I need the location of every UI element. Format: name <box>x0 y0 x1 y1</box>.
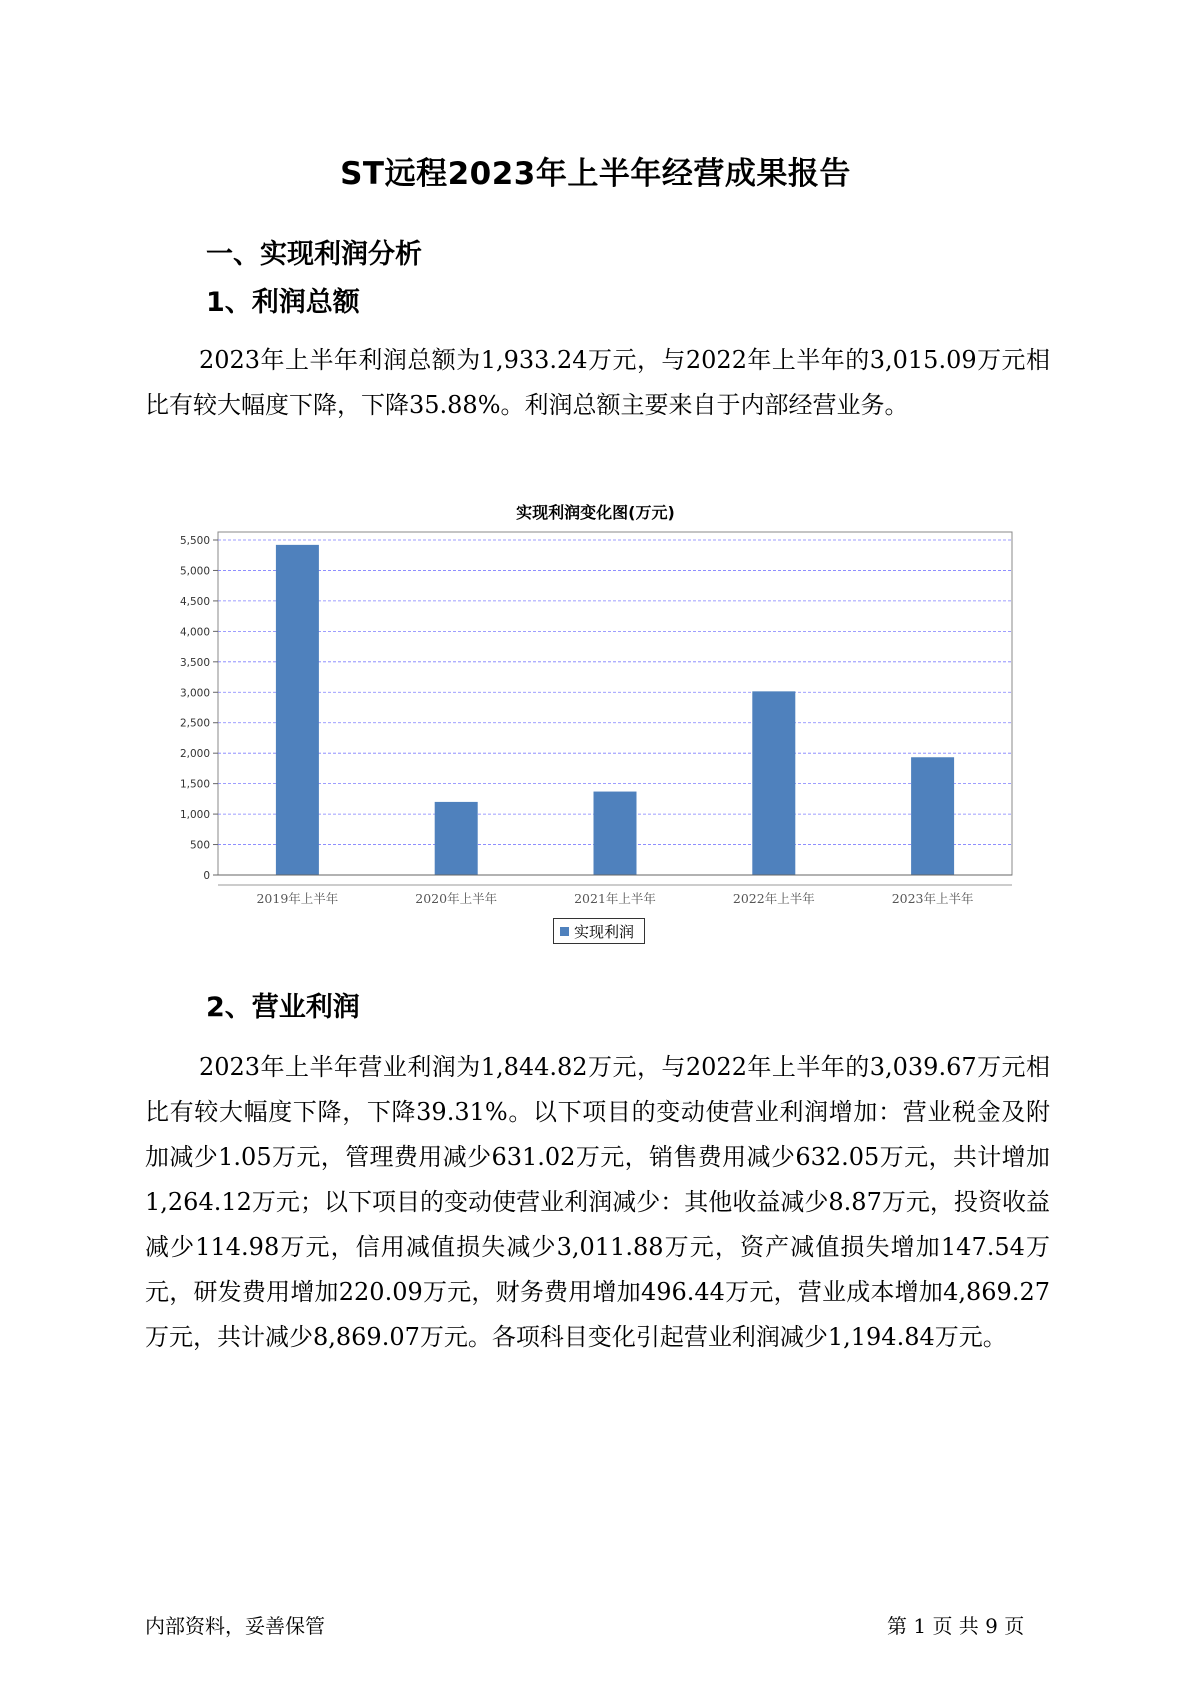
legend-label: 实现利润 <box>574 922 635 941</box>
paragraph-total-profit: 2023年上半年利润总额为1,933.24万元，与2022年上半年的3,015.09万元相比有较大幅度下降，下降35.88%。利润总额主要来自于内部经营业务。 <box>145 346 1050 419</box>
profit-bar-chart <box>0 530 1191 920</box>
x-tick-label: 2022年上半年 <box>732 891 815 906</box>
y-tick-label: 4,500 <box>179 595 210 608</box>
x-tick-label: 2020年上半年 <box>415 891 498 906</box>
y-tick-label: 1,500 <box>179 778 210 791</box>
subheading-operating-profit: 2、营业利润 <box>206 992 360 1023</box>
y-tick-label: 4,000 <box>179 626 210 639</box>
section-heading-profit-analysis: 一、实现利润分析 <box>206 239 422 270</box>
y-tick-label: 0 <box>203 870 210 882</box>
chart-bar <box>752 691 795 875</box>
chart-title: 实现利润变化图(万元) <box>516 503 675 522</box>
y-tick-label: 500 <box>189 839 210 852</box>
y-tick-label: 5,000 <box>179 565 210 578</box>
y-tick-label: 2,000 <box>179 748 210 761</box>
footer-page-number: 第 1 页 共 9 页 <box>887 1614 1025 1638</box>
y-tick-label: 3,500 <box>179 656 210 669</box>
chart-legend <box>553 918 645 944</box>
y-tick-label: 1,000 <box>179 809 210 822</box>
y-tick-label: 2,500 <box>179 717 210 730</box>
x-tick-label: 2019年上半年 <box>256 891 339 906</box>
chart-bar <box>911 757 954 875</box>
legend-swatch <box>560 927 569 936</box>
y-tick-label: 3,000 <box>179 687 210 700</box>
subheading-total-profit: 1、利润总额 <box>206 287 360 318</box>
x-tick-label: 2021年上半年 <box>574 891 656 906</box>
chart-bar <box>594 792 637 875</box>
y-tick-label: 5,500 <box>179 535 210 547</box>
report-title: ST远程2023年上半年经营成果报告 <box>340 156 851 192</box>
chart-bar <box>435 802 478 875</box>
x-tick-label: 2023年上半年 <box>891 891 974 906</box>
paragraph-operating-profit: 2023年上半年营业利润为1,844.82万元，与2022年上半年的3,039.67万元相比有较大幅度下降，下降39.31%。以下项目的变动使营业利润增加：营业税金及附加减少1.05万元，管理费用减少631.02万元，销售费用减少632.05万元，共计增加1,264.12万元；以下项目的变动使营业利润减少：其他收益减少8.87万元，投资收益减少114.98万元，信用减值损失减少3,011.88万元，资产减值损失增加147.54万元，研发费用增加220.09万元，财务费用增加496.44万元，营业成本增加4,869.27万元，共计减少8,869.07万元。各项科目变化引起营业利润减少1,194.84万元。 <box>145 1053 1050 1351</box>
footer-confidential-note: 内部资料，妥善保管 <box>145 1614 325 1638</box>
chart-bar <box>276 545 319 875</box>
